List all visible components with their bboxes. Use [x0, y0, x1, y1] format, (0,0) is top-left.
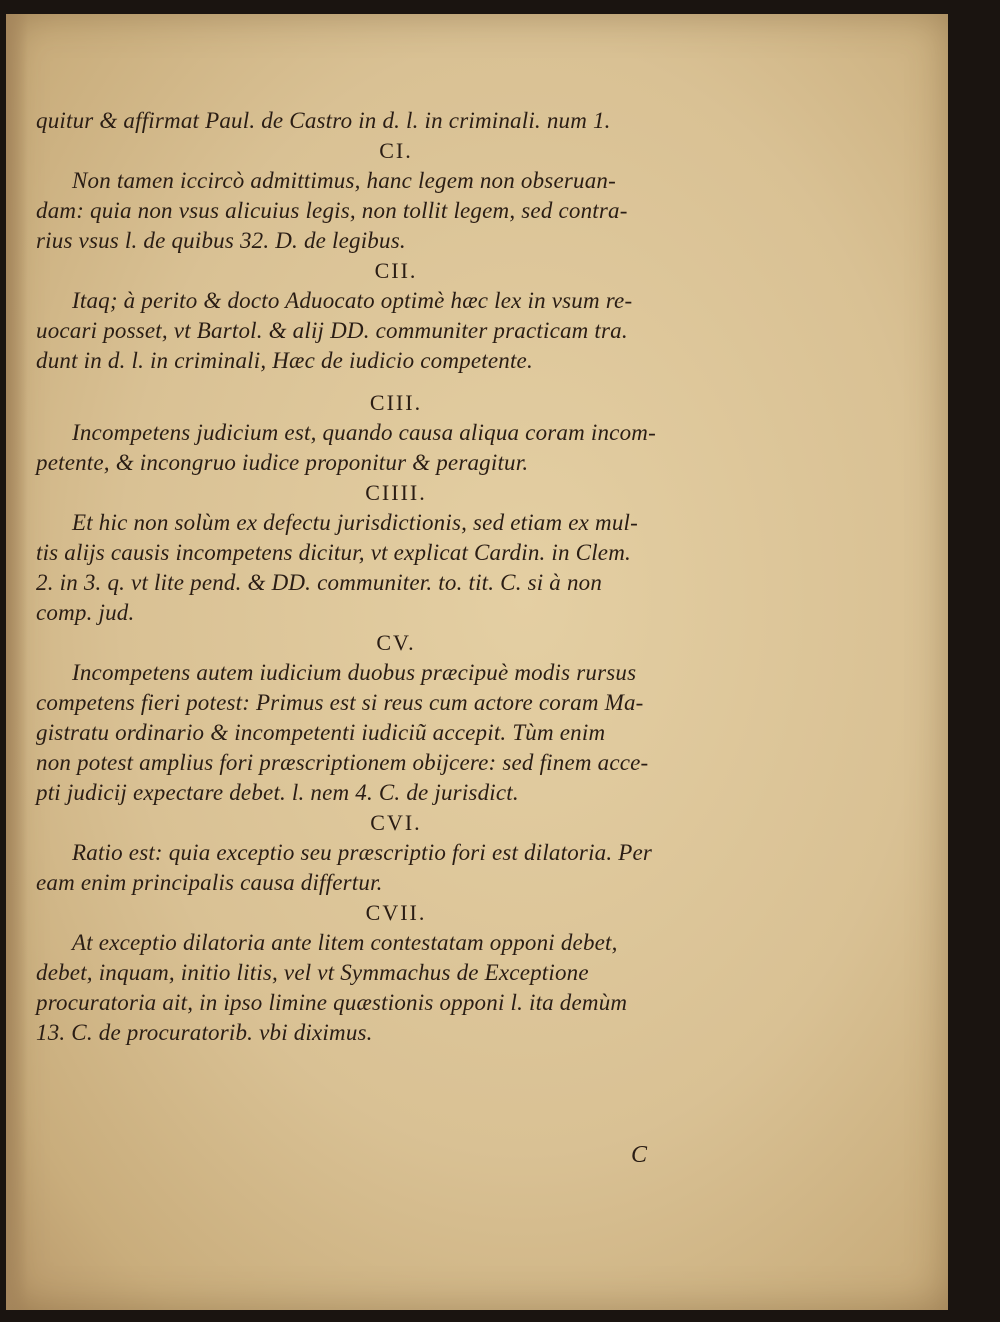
section-number: CIII. [369, 390, 423, 415]
text-line: Incompetens autem iudicium duobus præcipuè modis rursus [72, 660, 637, 685]
text-line: 13. C. de procuratorib. vbi diximus. [36, 1020, 373, 1045]
text-line: Ratio est: quia exceptio seu præscriptio fori est dilatoria. Per [72, 840, 653, 865]
text-line: Et hic non solùm ex defectu jurisdictionis, sed etiam ex mul- [72, 510, 638, 535]
text-line: quitur & affirmat Paul. de Castro in d. l. in criminali. num 1. [36, 108, 611, 133]
scan-edge [948, 0, 1000, 1322]
text-line: eam enim principalis causa differtur. [36, 870, 383, 895]
text-line: dunt in d. l. in criminali, Hæc de iudicio competente. [36, 348, 533, 373]
text-line: petente, & incongruo iudice proponitur & peragitur. [36, 450, 529, 475]
section-number: CII. [374, 258, 418, 283]
section-number: CVII. [365, 900, 427, 925]
text-line: competens fieri potest: Primus est si reus cum actore coram Ma- [36, 690, 644, 715]
text-line: pti judicij expectare debet. l. nem 4. C. de jurisdict. [36, 780, 519, 805]
section-number: CV. [376, 630, 416, 655]
text-line: gistratu ordinario & incompetenti iudiciũ accepit. Tùm enim [36, 720, 606, 745]
body-text [36, 106, 756, 1048]
text-line: 2. in 3. q. vt lite pend. & DD. communiter. to. tit. C. si à non [36, 570, 603, 595]
section-number: CIIII. [365, 480, 427, 505]
text-line: Itaq; à perito & docto Aduocato optimè hæc lex in vsum re- [72, 288, 633, 313]
text-line: Non tamen iccircò admittimus, hanc legem non obseruan- [72, 168, 616, 193]
text-line: dam: quia non vsus alicuius legis, non tollit legem, sed contra- [36, 198, 628, 223]
text-line: uocari posset, vt Bartol. & alij DD. communiter practicam tra. [36, 318, 628, 343]
text-line: rius vsus l. de quibus 32. D. de legibus. [36, 228, 406, 253]
section-number: CVI. [370, 810, 422, 835]
text-line: procuratoria ait, in ipso limine quæstionis opponi l. ita demùm [36, 990, 628, 1015]
text-line: Incompetens judicium est, quando causa aliqua coram incom- [72, 420, 656, 445]
text-line: tis alijs causis incompetens dicitur, vt explicat Cardin. in Clem. [36, 540, 631, 565]
text-line: At exceptio dilatoria ante litem contestatam opponi debet, [72, 930, 618, 955]
section-gap [36, 376, 756, 388]
text-line: non potest amplius fori præscriptionem obijcere: sed finem acce- [36, 750, 649, 775]
text-line: debet, inquam, initio litis, vel vt Symmachus de Exceptione [36, 960, 589, 985]
book-page [6, 14, 948, 1310]
page-gutter [6, 14, 28, 1310]
catchword: C [631, 1142, 648, 1168]
section-number: CI. [379, 138, 413, 163]
text-line: comp. jud. [36, 600, 135, 625]
